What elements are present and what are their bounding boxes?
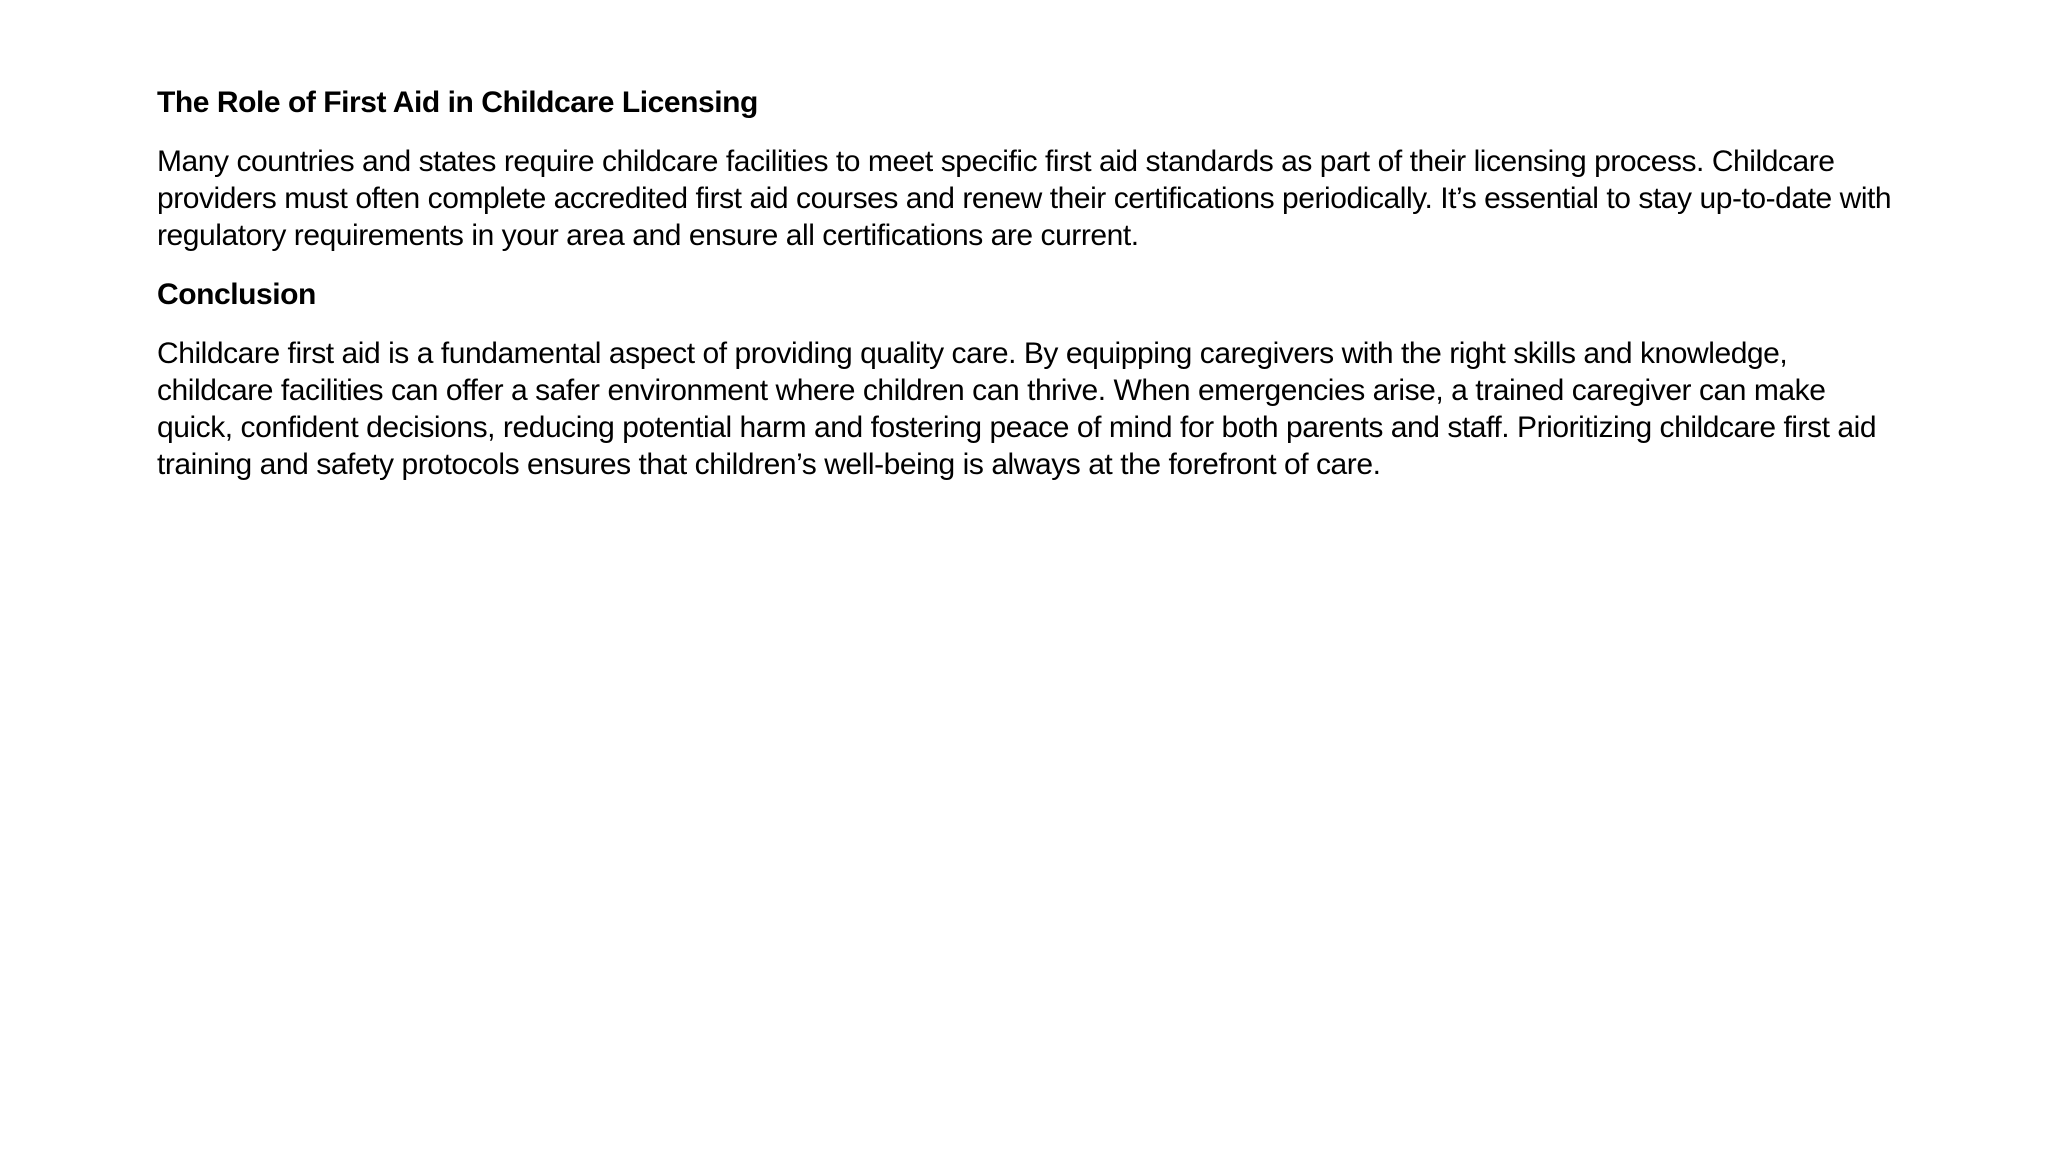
section-paragraph: Many countries and states require childcare facilities to meet specific first aid standards as part of their licensing process. Childcare providers must often complete accredited first aid courses and renew their certifications periodically. It’s essential to stay up-to-date with regulatory requirements in your area and ensure all certifications are current. — [157, 145, 1892, 252]
section-paragraph: Childcare first aid is a fundamental aspect of providing quality care. By equipping caregivers with the right skills and knowledge, childcare facilities can offer a safer environment where children can thrive. When emergencies arise, a trained caregiver can make quick, confident decisions, reducing potential harm and fostering peace of mind for both parents and staff. Prioritizing childcare first aid training and safety protocols ensures that children’s well-being is always at the forefront of care. — [157, 337, 1877, 481]
section-licensing — [157, 84, 1897, 254]
document-page — [157, 84, 1897, 505]
section-heading: The Role of First Aid in Childcare Licensing — [157, 86, 758, 119]
section-conclusion — [157, 276, 1897, 483]
section-heading: Conclusion — [157, 278, 316, 311]
